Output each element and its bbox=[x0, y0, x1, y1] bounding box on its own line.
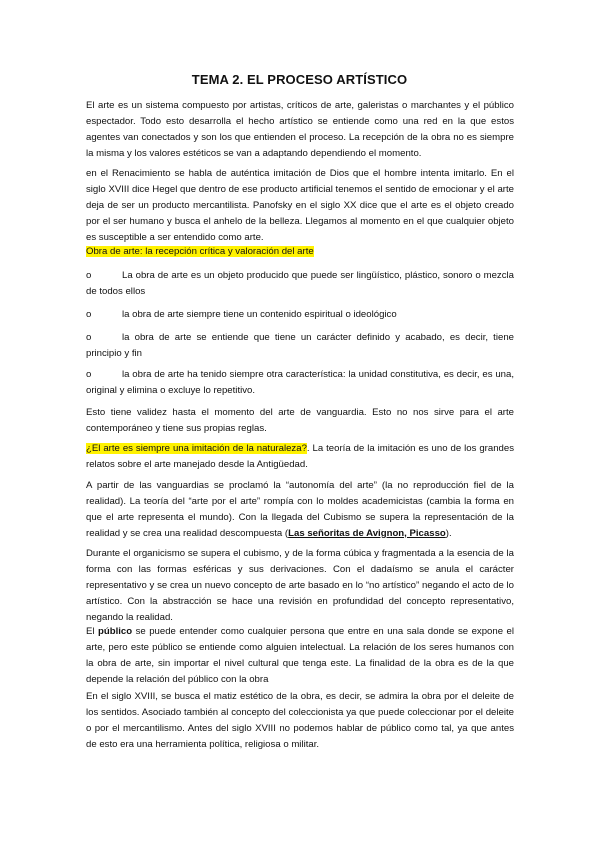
list-item bbox=[86, 330, 514, 362]
section-heading-obra-de-arte bbox=[86, 244, 514, 260]
paragraph-vanguardias bbox=[86, 478, 514, 542]
highlighted-heading: Obra de arte: la recepción crítica y valoración del arte bbox=[86, 246, 314, 257]
bullet-marker: o bbox=[86, 332, 92, 343]
bullet-text: la obra de arte se entiende que tiene un carácter definido y acabado, es decir, tiene principio y fin bbox=[86, 332, 514, 359]
bold-term-publico: público bbox=[98, 626, 133, 637]
list-item bbox=[86, 367, 514, 399]
artwork-reference: Las señoritas de Avignon, Picasso bbox=[288, 527, 446, 539]
paragraph-publico bbox=[86, 624, 514, 688]
bullet-marker: o bbox=[86, 270, 92, 281]
paragraph-vanguardia: Esto tiene validez hasta el momento del arte de vanguardia. Esto no nos sirve para el arte contemporáneo y tiene sus propias reglas. bbox=[86, 407, 514, 434]
highlighted-question: ¿El arte es siempre una imitación de la naturaleza? bbox=[86, 443, 307, 454]
paragraph-siglo-xviii: En el siglo XVIII, se busca el matiz estético de la obra, es decir, se admira la obra por el deleite de los sentidos. Asociado también al concepto del coleccionista ya que puede coleccionar por el deleite o por el mercantilismo. Antes del siglo XVIII no podemos hablar de público como tal, ya que antes de esto era una herramienta política, religiosa o militar. bbox=[86, 691, 514, 750]
paragraph-end: ). bbox=[445, 527, 452, 539]
list-item bbox=[86, 268, 514, 300]
paragraph-rest: se puede entender como cualquier persona que entre en una sala donde se expone el arte, pero este público se entiende como alguien intelectual. La relación de los seres humanos con la obra de arte, sin importar el nivel cultural que tenga este. La finalidad de la obra es de la que depende la relación del público con la obra bbox=[86, 626, 514, 685]
bullet-text: la obra de arte ha tenido siempre otra característica: la unidad constitutiva, es decir, es una, original y elimina o excluye lo repetitivo. bbox=[86, 369, 514, 396]
paragraph-pre: El bbox=[86, 626, 99, 637]
bullet-text: La obra de arte es un objeto producido que puede ser lingüístico, plástico, sonoro o mezcla de todos ellos bbox=[86, 270, 514, 297]
list-item bbox=[86, 307, 514, 323]
paragraph-history: en el Renacimiento se habla de auténtica imitación de Dios que el hombre intenta imitarlo. En el siglo XVIII dice Hegel que dentro de ese producto artificial tenemos el sentido de emocionar y el arte deja de ser un producto mercantilista. Panofsky en el siglo XX dice que el arte es el objeto creado por el ser humano y busca el anhelo de la belleza. Llegamos al momento en el que cualquier objeto es susceptible a ser entendido como arte. bbox=[86, 168, 514, 243]
document-title: TEMA 2. EL PROCESO ARTÍSTICO bbox=[191, 72, 408, 87]
question-rest: . La teoría de la imitación es uno de los grandes relatos sobre el arte manejado desde la Antigüedad. bbox=[86, 443, 514, 470]
bullet-marker: o bbox=[86, 369, 92, 380]
paragraph-intro: El arte es un sistema compuesto por artistas, críticos de arte, galeristas o marchantes y el público espectador. Todo esto desarrolla el hecho artístico se entiende como una red en la que estos agentes van conectados y son los que entienden el proceso. La recepción de la obra no es siempre la misma y los valores estéticos se van a adaptando dependiendo el momento. bbox=[86, 100, 514, 159]
paragraph-text: A partir de las vanguardias se proclamó la “autonomía del arte” (la no reproducción fiel de la realidad). La teoría del “arte por el arte” rompía con lo moldes academicistas (cambia la forma en que el arte representa el mundo). Con la llegada del Cubismo se supera la representación de la realidad y se crea una realidad descompuesta ( bbox=[86, 480, 514, 539]
paragraph-imitation-question bbox=[86, 441, 514, 473]
paragraph-organicismo: Durante el organicismo se supera el cubismo, y de la forma cúbica y fragmentada a la esencia de la forma con las formas esféricas y sus derivaciones. Con el dadaísmo se anula el carácter representativo y se crea un nuevo concepto de arte basado en lo “no artístico” negando el acto de lo artístico. Con la abstracción se hace una revisión en profundidad del concepto representativo, negando la realidad. bbox=[86, 548, 514, 623]
bullet-text: la obra de arte siempre tiene un contenido espiritual o ideológico bbox=[122, 309, 397, 320]
bullet-marker: o bbox=[86, 309, 92, 320]
